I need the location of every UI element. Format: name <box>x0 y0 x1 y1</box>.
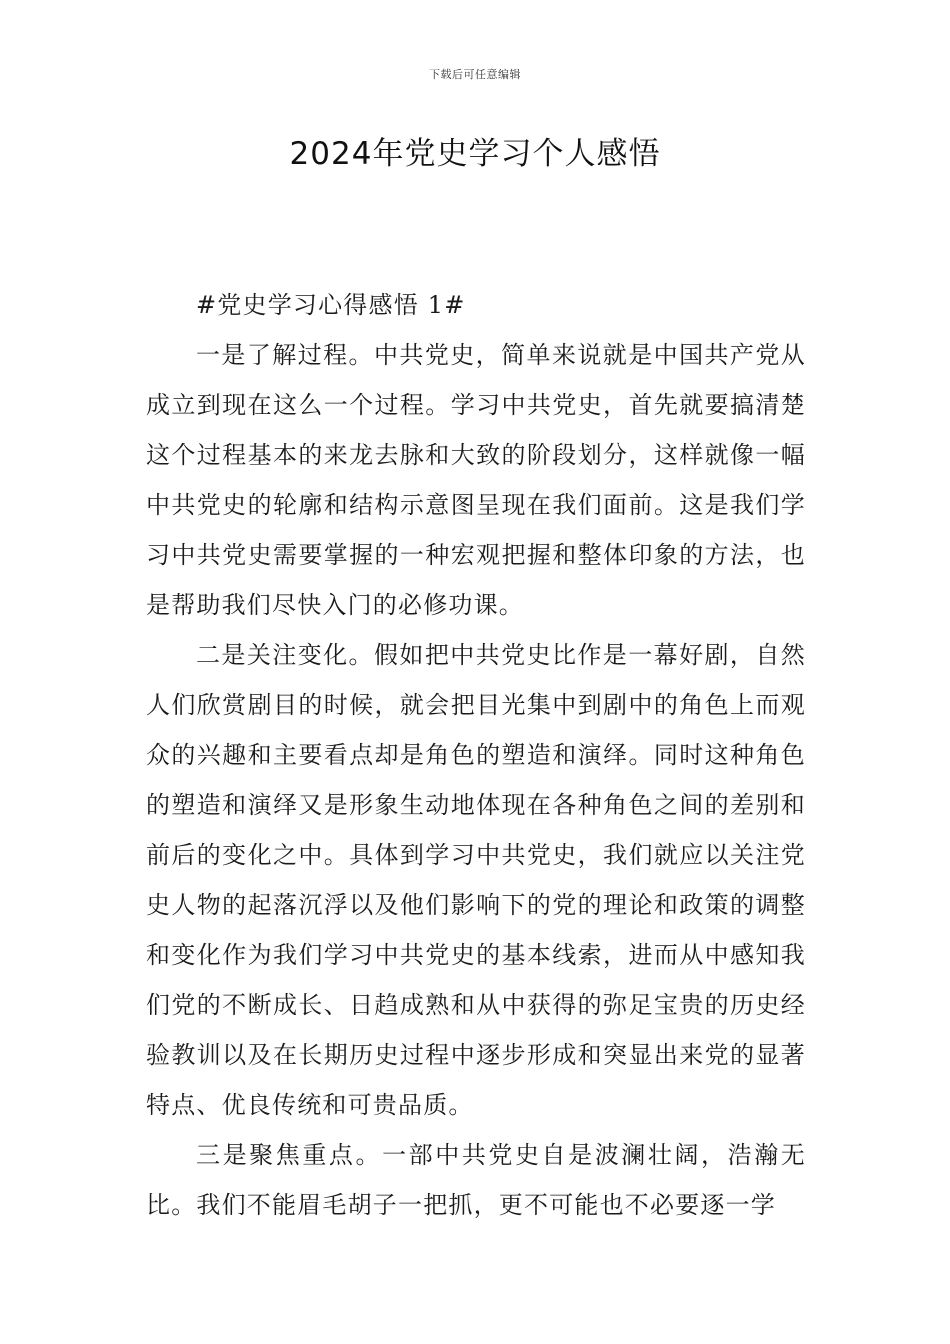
document-body <box>146 280 806 1230</box>
paragraph-2: 二是关注变化。假如把中共党史比作是一幕好剧，自然人们欣赏剧目的时候，就会把目光集中到剧中的角色上而观众的兴趣和主要看点却是角色的塑造和演绎。同时这种角色的塑造和演绎又是形象生动地体现在各种角色之间的差别和前后的变化之中。具体到学习中共党史，我们就应以关注党史人物的起落沉浮以及他们影响下的党的理论和政策的调整和变化作为我们学习中共党史的基本线索，进而从中感知我们党的不断成长、日趋成熟和从中获得的弥足宝贵的历史经验教训以及在长期历史过程中逐步形成和突显出来党的显著特点、优良传统和可贵品质。 <box>146 641 806 1119</box>
paragraph-1: 一是了解过程。中共党史，简单来说就是中国共产党从成立到现在这么一个过程。学习中共党史，首先就要搞清楚这个过程基本的来龙去脉和大致的阶段划分，这样就像一幅中共党史的轮廓和结构示意图呈现在我们面前。这是我们学习中共党史需要掌握的一种宏观把握和整体印象的方法，也是帮助我们尽快入门的必修功课。 <box>146 341 806 619</box>
section-heading: #党史学习心得感悟 1# <box>196 291 466 319</box>
paragraph-3: 三是聚焦重点。一部中共党史自是波澜壮阔，浩瀚无比。我们不能眉毛胡子一把抓，更不可能也不必要逐一学 <box>146 1141 806 1219</box>
header-note: 下载后可任意编辑 <box>429 68 521 81</box>
document-title: 2024年党史学习个人感悟 <box>289 136 661 172</box>
